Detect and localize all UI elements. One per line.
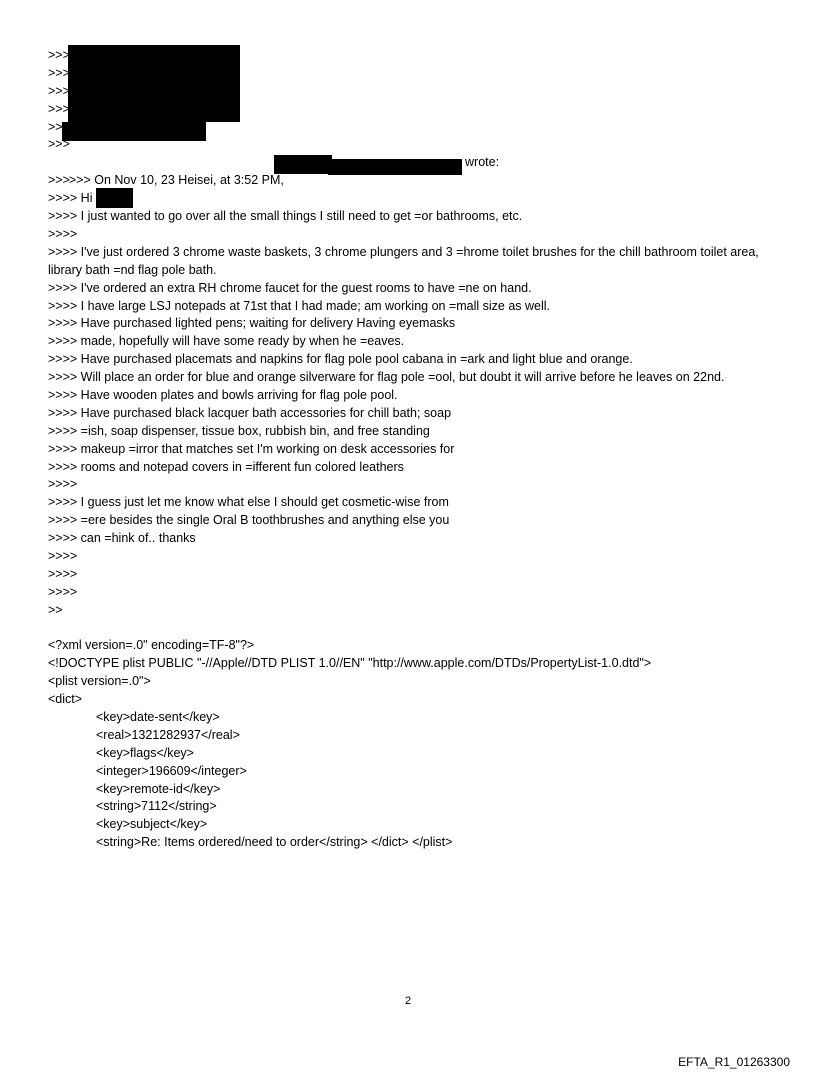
body-line: >>>> =ish, soap dispenser, tissue box, rubbish bin, and free standing (48, 423, 430, 438)
body-line: >>>> I have large LSJ notepads at 71st that I had made; am working on =mall size as well. (48, 298, 551, 313)
body-line: >>>> (48, 477, 78, 492)
body-line: >>>> (48, 548, 78, 563)
email-text (48, 47, 768, 852)
body-line: >>>> I've ordered an extra RH chrome faucet for the guest rooms to have =ne on hand. (48, 280, 532, 295)
xml-indented-line: <key>flags</key> (96, 745, 194, 760)
document-id: EFTA_R1_01263300 (678, 1055, 790, 1069)
body-line: >>>> made, hopefully will have some ready by when he =eaves. (48, 334, 405, 349)
body-line: >>>> I just wanted to go over all the small things I still need to get =or bathrooms, etc. (48, 209, 523, 224)
body-line: >>>> can =hink of.. thanks (48, 531, 196, 546)
xml-indented-line: <real>1321282937</real> (96, 727, 240, 742)
body-line: >>> (48, 173, 70, 188)
xml-indented-line: <string>Re: Items ordered/need to order</string> </dict> </plist> (96, 835, 453, 850)
body-line: >>>> (48, 584, 78, 599)
xml-line: <plist version=.0"> (48, 674, 151, 689)
body-line: >>>> (48, 226, 78, 241)
xml-line: <dict> (48, 692, 83, 707)
body-line: >>>> Have purchased placemats and napkins for flag pole pool cabana in =ark and light blue and orange. (48, 352, 633, 367)
xml-indented-line: <string>7112</string> (96, 799, 217, 814)
xml-indented-line: <key>remote-id</key> (96, 781, 221, 796)
body-line: >>>> Have purchased lighted pens; waiting for delivery Having eyemasks (48, 316, 456, 331)
quote-line: >>> (48, 48, 70, 62)
wrote-line (48, 154, 768, 188)
xml-indented-line: <integer>196609</integer> (96, 763, 247, 778)
quote-line: >>> (48, 65, 70, 80)
body-line: >>>> (48, 566, 78, 581)
blank-line (48, 620, 768, 638)
quote-line: >> (48, 119, 63, 134)
xml-line: <!DOCTYPE plist PUBLIC "-//Apple//DTD PLIST 1.0//EN" "http://www.apple.com/DTDs/PropertyList-1.0.dtd"> (48, 656, 652, 671)
wrote-line-suffix: wrote: (465, 155, 500, 170)
xml-indented-line: <key>subject</key> (96, 817, 208, 832)
quote-line: >>> (48, 137, 70, 152)
xml-line: <?xml version=.0" encoding=TF-8"?> (48, 638, 255, 653)
body-line: >>>> I've just ordered 3 chrome waste baskets, 3 chrome plungers and 3 =hrome toilet brushes for the chill bathroom toilet area, library bath =nd flag pole bath. (48, 244, 759, 277)
quote-line: >>> (48, 101, 70, 116)
body-line: >>>> Will place an order for blue and orange silverware for flag pole =ool, but doubt it will arrive before he leaves on 22nd. (48, 370, 725, 385)
body-line: >>>> Have purchased black lacquer bath accessories for chill bath; soap (48, 405, 452, 420)
greeting-line: >>>> Hi (48, 191, 93, 206)
body-line: >>>> I guess just let me know what else I should get cosmetic-wise from (48, 495, 449, 510)
wrote-line-prefix: >>> On Nov 10, 23 Heisei, at 3:52 PM, (68, 173, 284, 188)
page-number: 2 (404, 995, 412, 1007)
body-line: >>>> rooms and notepad covers in =ifferent fun colored leathers (48, 459, 404, 474)
body-line: >> (48, 602, 63, 617)
xml-indented-line: <key>date-sent</key> (96, 710, 220, 724)
body-line: >>>> makeup =irror that matches set I'm working on desk accessories for (48, 441, 455, 456)
quote-line: >>> (48, 83, 70, 98)
body-line: >>>> =ere besides the single Oral B toothbrushes and anything else you (48, 513, 450, 528)
body-line: >>>> Have wooden plates and bowls arriving for flag pole pool. (48, 387, 398, 402)
